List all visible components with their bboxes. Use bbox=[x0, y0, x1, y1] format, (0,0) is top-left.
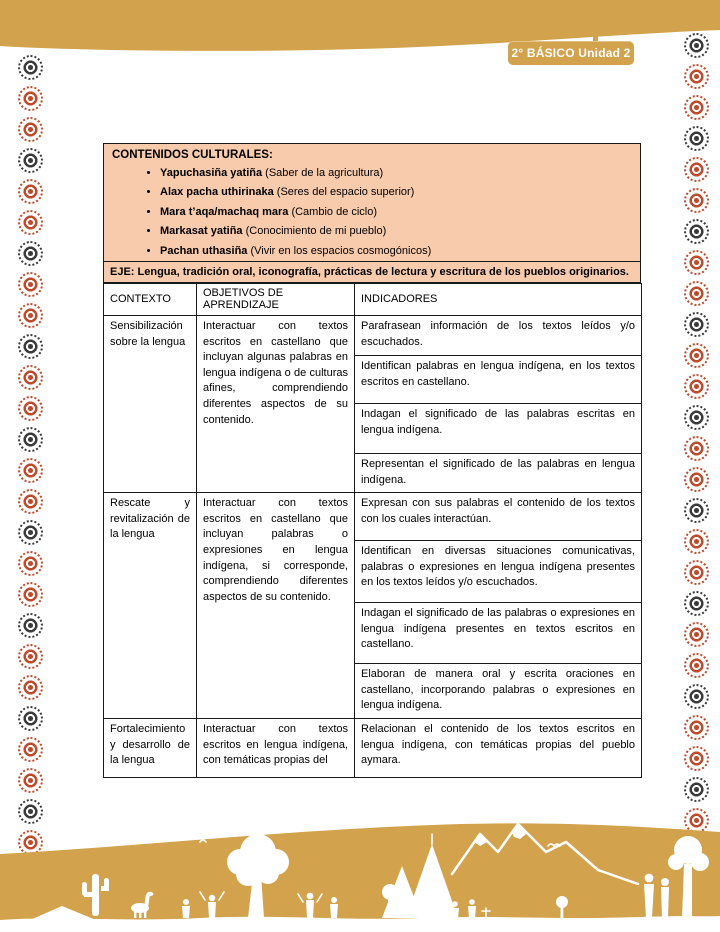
list-item bbox=[160, 225, 632, 238]
gear-rosette-red-icon bbox=[18, 303, 43, 328]
objetivo-cell: Interactuar con textos escritos en castellano que incluyan algunas palabras en lengua indígena o de culturas afines, comprendiendo diferentes aspectos de su contenido. bbox=[197, 316, 355, 493]
page-body bbox=[103, 143, 641, 778]
gear-rosette-red-icon bbox=[18, 737, 43, 762]
gear-rosette-dark-icon bbox=[684, 33, 709, 58]
gear-rosette-dark-icon bbox=[684, 684, 709, 709]
gear-rosette-red-icon bbox=[684, 560, 709, 585]
gear-rosette-dark-icon bbox=[684, 312, 709, 337]
indicador-cell: Representan el significado de las palabras en lengua indígena. bbox=[355, 454, 642, 493]
eje-banner: EJE: Lengua, tradición oral, iconografía, prácticas de lectura y escritura de los pueblos originarios. bbox=[103, 262, 641, 283]
indicador-cell: Expresan con sus palabras el contenido de los textos con los cuales interactúan. bbox=[355, 493, 642, 541]
indicador-cell: Parafrasean información de los textos leídos y/o escuchados. bbox=[355, 316, 642, 356]
cultural-term: Pachan uthasiña bbox=[160, 244, 248, 257]
gear-rosette-red-icon bbox=[18, 489, 43, 514]
gear-rosette-red-icon bbox=[684, 653, 709, 678]
gear-rosette-red-icon bbox=[18, 675, 43, 700]
cultural-contents-title: CONTENIDOS CULTURALES: bbox=[112, 149, 273, 161]
gear-rosette-red-icon bbox=[684, 374, 709, 399]
list-item bbox=[160, 186, 632, 199]
gear-rosette-dark-icon bbox=[684, 591, 709, 616]
gear-rosette-dark-icon bbox=[684, 777, 709, 802]
gear-rosette-red-icon bbox=[684, 529, 709, 554]
gear-rosette-red-icon bbox=[684, 281, 709, 306]
indicador-cell: Indagan el significado de las palabras escritas en lengua indígena. bbox=[355, 404, 642, 454]
gear-rosette-red-icon bbox=[18, 458, 43, 483]
cultural-term: Mara t’aqa/machaq mara bbox=[160, 205, 289, 218]
curriculum-table bbox=[103, 283, 642, 778]
gear-rosette-dark-icon bbox=[684, 498, 709, 523]
gear-rosette-red-icon bbox=[18, 396, 43, 421]
objetivo-cell: Interactuar con textos escritos en lengua indígena, con temáticas propias del bbox=[197, 719, 355, 778]
table-row bbox=[104, 493, 642, 541]
gear-rosette-red-icon bbox=[684, 157, 709, 182]
cultural-meaning: (Conocimiento de mi pueblo) bbox=[242, 225, 387, 238]
gear-rosette-red-icon bbox=[684, 343, 709, 368]
gear-rosette-red-icon bbox=[684, 188, 709, 213]
gear-rosette-dark-icon bbox=[18, 613, 43, 638]
header-objetivos: OBJETIVOS DE APRENDIZAJE bbox=[197, 284, 355, 316]
gear-rosette-red-icon bbox=[18, 179, 43, 204]
gear-rosette-red-icon bbox=[18, 210, 43, 235]
cultural-meaning: (Seres del espacio superior) bbox=[273, 186, 415, 199]
gear-rosette-red-icon bbox=[18, 551, 43, 576]
cultural-term: Alax pacha uthirinaka bbox=[160, 186, 274, 199]
cultural-term: Yapuchasiña yatiña bbox=[160, 167, 263, 179]
gear-rosette-red-icon bbox=[684, 746, 709, 771]
list-item bbox=[160, 245, 632, 258]
table-header-row bbox=[104, 284, 642, 316]
gear-rosette-dark-icon bbox=[18, 334, 43, 359]
gear-rosette-red-icon bbox=[18, 365, 43, 390]
gear-rosette-red-icon bbox=[18, 117, 43, 142]
gear-rosette-dark-icon bbox=[18, 241, 43, 266]
gear-rosette-red-icon bbox=[18, 86, 43, 111]
cultural-contents-box bbox=[103, 143, 641, 262]
gear-rosette-dark-icon bbox=[18, 148, 43, 173]
gear-rosette-dark-icon bbox=[684, 405, 709, 430]
list-item bbox=[160, 206, 632, 219]
contexto-cell: Fortalecimiento y desarrollo de la lengua bbox=[104, 719, 197, 778]
gear-rosette-red-icon bbox=[684, 467, 709, 492]
gear-rosette-red-icon bbox=[18, 272, 43, 297]
gear-rosette-red-icon bbox=[684, 622, 709, 647]
gear-rosette-red-icon bbox=[18, 644, 43, 669]
side-pattern-left bbox=[18, 55, 43, 932]
side-pattern-right bbox=[684, 33, 709, 932]
contexto-cell: Rescate y revitalización de la lengua bbox=[104, 493, 197, 719]
indicador-cell: Indagan el significado de las palabras o expresiones en lengua indígena presentes en textos escritos en castellano. bbox=[355, 603, 642, 664]
gear-rosette-red-icon bbox=[18, 768, 43, 793]
gear-rosette-dark-icon bbox=[18, 55, 43, 80]
cultural-meaning: (Vivir en los espacios cosmogónicos) bbox=[247, 244, 432, 257]
indicador-cell: Elaboran de manera oral y escrita oraciones en castellano, incorporando palabras o expresiones en lengua indígena. bbox=[355, 664, 642, 719]
indicador-cell: Identifican palabras en lengua indígena, en los textos escritos en castellano. bbox=[355, 356, 642, 404]
cultural-meaning: (Saber de la agricultura) bbox=[262, 167, 384, 179]
gear-rosette-red-icon bbox=[684, 436, 709, 461]
gear-rosette-dark-icon bbox=[18, 520, 43, 545]
gear-rosette-dark-icon bbox=[684, 219, 709, 244]
gear-rosette-red-icon bbox=[684, 250, 709, 275]
gear-rosette-red-icon bbox=[684, 715, 709, 740]
objetivo-cell: Interactuar con textos escritos en castellano que incluyan palabras o expresiones en lengua indígena, si corresponde, comprendiendo diferentes aspectos de su contenido. bbox=[197, 493, 355, 719]
gear-rosette-dark-icon bbox=[684, 126, 709, 151]
footer-landscape-illustration bbox=[0, 812, 720, 932]
header-contexto: CONTEXTO bbox=[104, 284, 197, 316]
cultural-contents-list bbox=[112, 167, 632, 258]
indicador-cell: Identifican en diversas situaciones comunicativas, palabras o expresiones en lengua indígena presentes en los textos leídos y/o escuchados. bbox=[355, 541, 642, 603]
indicador-cell: Relacionan el contenido de los textos escritos en lengua indígena, con temáticas propias del pueblo aymara. bbox=[355, 719, 642, 778]
gear-rosette-red-icon bbox=[18, 582, 43, 607]
gear-rosette-red-icon bbox=[684, 64, 709, 89]
table-row bbox=[104, 719, 642, 778]
gear-rosette-red-icon bbox=[684, 95, 709, 120]
header-indicadores: INDICADORES bbox=[355, 284, 642, 316]
contexto-cell: Sensibilización sobre la lengua bbox=[104, 316, 197, 493]
unit-badge: 2° BÁSICO Unidad 2 bbox=[508, 41, 634, 65]
gear-rosette-dark-icon bbox=[18, 706, 43, 731]
cultural-meaning: (Cambio de ciclo) bbox=[288, 205, 378, 218]
cultural-term: Markasat yatiña bbox=[160, 225, 243, 238]
list-item bbox=[160, 167, 632, 180]
table-row bbox=[104, 316, 642, 356]
gear-rosette-dark-icon bbox=[18, 427, 43, 452]
